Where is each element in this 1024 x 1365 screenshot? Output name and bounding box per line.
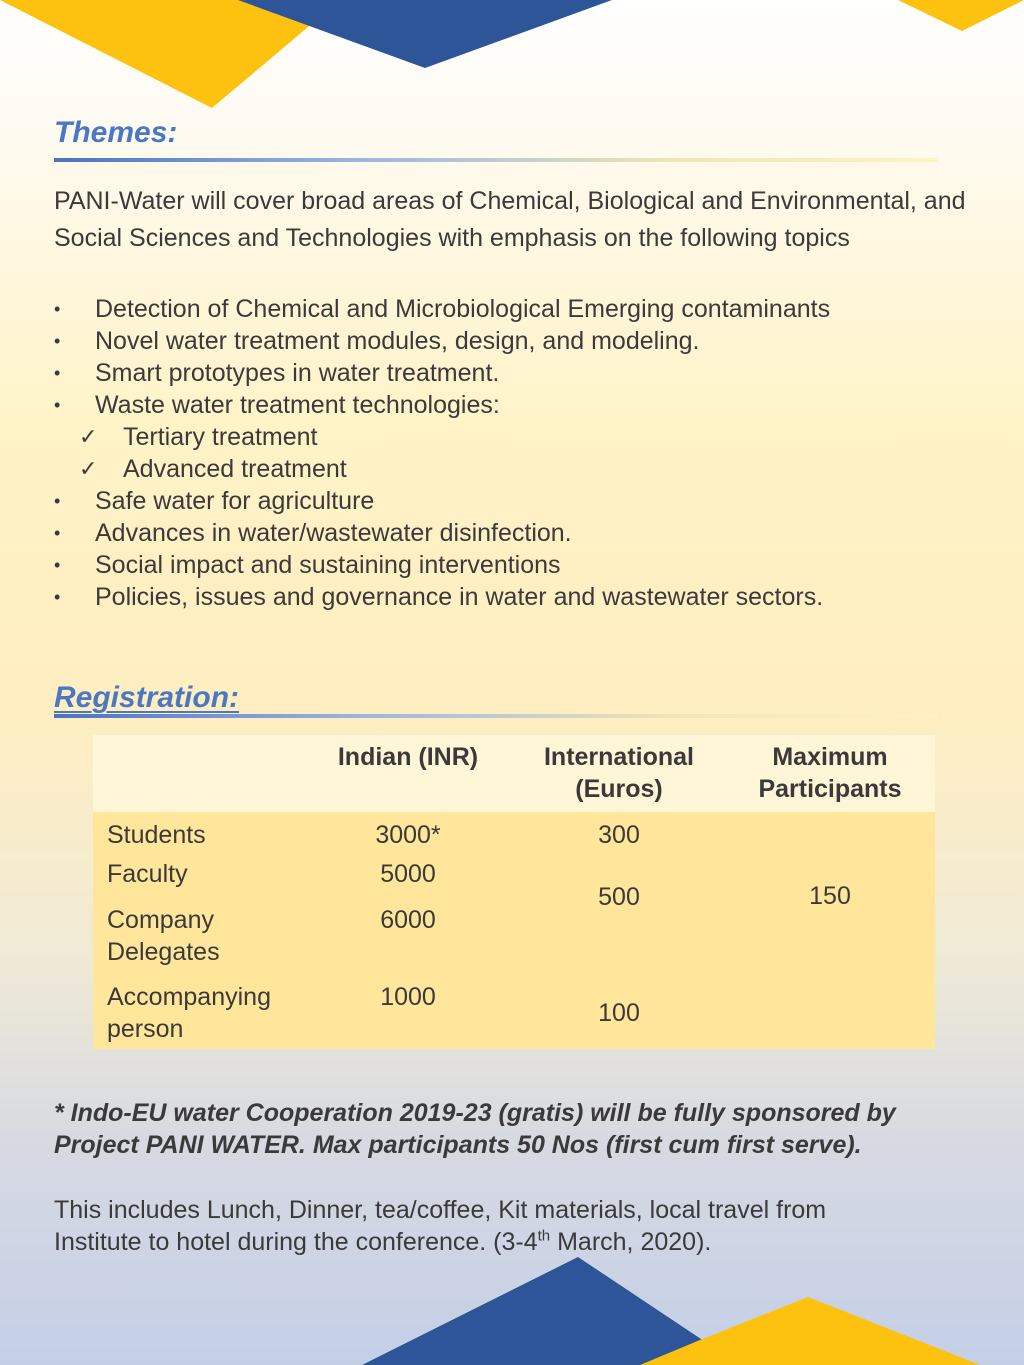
bullet-icon: •: [54, 587, 61, 607]
header-indian: Indian (INR): [337, 743, 479, 771]
header-category: [93, 735, 303, 812]
registration-table: [93, 735, 935, 1049]
max-participants-cell: 150: [809, 882, 851, 910]
list-item: • Policies, issues and governance in water and wastewater sectors.: [54, 583, 824, 611]
topics-list: [54, 293, 984, 613]
bullet-icon: •: [54, 363, 61, 383]
bullet-icon: •: [54, 555, 61, 575]
sub-list: [54, 421, 984, 485]
list-item: • Novel water treatment modules, design, and modeling.: [54, 327, 700, 355]
bullet-icon: •: [54, 331, 61, 351]
checkmark-icon: ✓: [79, 456, 98, 481]
registration-divider: [54, 714, 938, 718]
includes-text: This includes Lunch, Dinner, tea/coffee, Kit materials, local travel from Institute to hotel during the conference. (3-4th March, 2020).: [54, 1196, 827, 1256]
bottom-yellow-triangle: [640, 1297, 980, 1365]
table-header-row: [93, 735, 935, 812]
bullet-icon: •: [54, 491, 61, 511]
eur-cell: 100: [598, 999, 640, 1027]
header-international: International (Euros): [543, 743, 694, 803]
inr-cell: 3000*: [375, 821, 441, 849]
sub-list-item: ✓ Advanced treatment: [79, 455, 347, 483]
sponsorship-note: * Indo-EU water Cooperation 2019-23 (gratis) will be fully sponsored by Project PANI WATER. Max participants 50 Nos (first cum first serve).: [54, 1099, 896, 1159]
category-cell: Accompanying person: [107, 983, 271, 1043]
category-cell: Students: [107, 821, 206, 849]
inr-cell: 6000: [380, 906, 436, 934]
category-cell: Faculty: [107, 860, 188, 888]
table-row: [93, 812, 935, 858]
category-cell: Company Delegates: [107, 906, 220, 966]
eur-cell: 300: [598, 821, 640, 849]
list-item: • Safe water for agriculture: [54, 487, 375, 515]
header-maximum: Maximum Participants: [758, 743, 902, 803]
list-item: • Advances in water/wastewater disinfection.: [54, 519, 572, 547]
themes-intro: PANI-Water will cover broad areas of Chemical, Biological and Environmental, and Social Sciences and Technologies with emphasis on the following topics: [54, 187, 966, 252]
sub-list-item: ✓ Tertiary treatment: [79, 423, 318, 451]
list-item: • Smart prototypes in water treatment.: [54, 359, 500, 387]
bullet-icon: •: [54, 299, 61, 319]
list-item: • Waste water treatment technologies: ✓ Tertiary treatment ✓ Advanced treatment: [54, 389, 984, 485]
top-right-yellow-triangle: [898, 0, 1024, 31]
bullet-icon: •: [54, 523, 61, 543]
list-item: • Detection of Chemical and Microbiological Emerging contaminants: [54, 295, 831, 323]
bullet-icon: •: [54, 395, 61, 415]
checkmark-icon: ✓: [79, 424, 98, 449]
registration-heading: Registration:: [54, 681, 240, 714]
themes-heading: Themes:: [54, 116, 178, 149]
themes-divider: [54, 158, 938, 162]
list-item: • Social impact and sustaining interventions: [54, 551, 561, 579]
eur-cell: 500: [598, 883, 640, 911]
inr-cell: 5000: [380, 860, 436, 888]
inr-cell: 1000: [380, 983, 436, 1011]
